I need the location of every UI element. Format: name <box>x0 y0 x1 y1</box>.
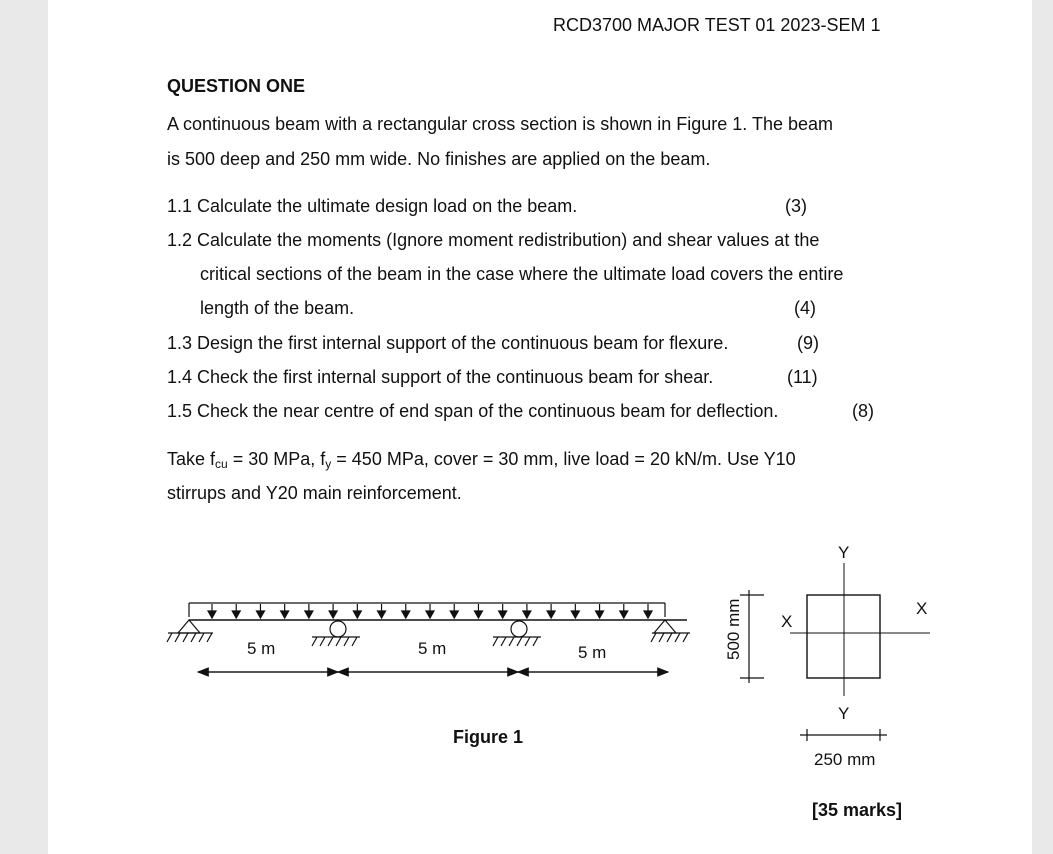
item-1-4-text: 1.4 Check the first internal support of the continuous beam for shear. <box>167 367 714 387</box>
load-arrow-head <box>523 611 531 618</box>
pin-support-right <box>651 620 690 642</box>
axis-x-left: X <box>781 612 793 631</box>
load-arrow-head <box>474 611 482 618</box>
load-arrow-head <box>450 611 458 618</box>
item-1-2-text: 1.2 Calculate the moments (Ignore moment redistribution) and shear values at the <box>167 230 820 250</box>
load-arrow-head <box>571 611 579 618</box>
item-1-4-marks: (11) <box>787 367 818 387</box>
axis-x-right: X <box>916 599 928 618</box>
axis-y-top: Y <box>838 543 850 562</box>
depth-dimension <box>740 590 764 683</box>
pin-support-left <box>167 620 213 642</box>
load-arrow-head <box>547 611 555 618</box>
load-arrow-head <box>620 611 628 618</box>
width-dimension <box>800 729 887 741</box>
item-1-5-marks: (8) <box>852 401 874 421</box>
width-label: 250 mm <box>814 750 876 769</box>
load-arrow-head <box>281 611 289 618</box>
question-heading: QUESTION ONE <box>167 76 306 96</box>
load-arrow-head <box>256 611 264 618</box>
item-1-3-text: 1.3 Design the first internal support of the continuous beam for flexure. <box>167 333 729 353</box>
load-arrow-head <box>644 611 652 618</box>
load-arrow-head <box>305 611 313 618</box>
axis-y-bottom: Y <box>838 704 850 723</box>
load-arrow-head <box>402 611 410 618</box>
item-1-2-marks: (4) <box>794 298 816 318</box>
material-properties-line: Take $f_{cu} = 30$ MPa, $f_y = 450$ MPa, cover = 30 mm, live load = 20 kN/m. Use Y10 <box>167 449 796 471</box>
total-marks: [35 marks] <box>812 800 903 820</box>
load-arrow-head <box>499 611 507 618</box>
load-arrow-head <box>378 611 386 618</box>
header-title: RCD3700 MAJOR TEST 01 2023-SEM 1 <box>553 15 881 35</box>
item-1-1-marks: (3) <box>785 196 807 216</box>
load-arrow-head <box>208 611 216 618</box>
item-1-3-marks: (9) <box>797 333 819 353</box>
document-page <box>48 0 1032 854</box>
figure-caption: Figure 1 <box>453 727 524 747</box>
depth-label: 500 mm <box>724 598 743 660</box>
figure-1-drawing <box>48 0 1032 854</box>
material-properties-line-2: stirrups and Y20 main reinforcement. <box>167 483 462 503</box>
roller-support-2 <box>493 621 541 646</box>
load-arrow-head <box>426 611 434 618</box>
item-1-2-cont1: critical sections of the beam in the case where the ultimate load covers the entire <box>200 264 844 284</box>
load-arrow-head <box>329 611 337 618</box>
load-arrow-head <box>232 611 240 618</box>
intro-line-1: A continuous beam with a rectangular cross section is shown in Figure 1. The beam <box>167 114 834 134</box>
load-arrow-head <box>353 611 361 618</box>
item-1-5-text: 1.5 Check the near centre of end span of the continuous beam for deflection. <box>167 401 779 421</box>
intro-line-2: is 500 deep and 250 mm wide. No finishes are applied on the beam. <box>167 149 711 169</box>
load-arrows <box>208 604 652 618</box>
item-1-1-text: 1.1 Calculate the ultimate design load on the beam. <box>167 196 578 216</box>
span-3-label: 5 m <box>578 643 607 662</box>
span-2-label: 5 m <box>418 639 447 658</box>
item-1-2-cont2: length of the beam. <box>200 298 355 318</box>
span-1-label: 5 m <box>247 639 276 658</box>
load-arrow-head <box>596 611 604 618</box>
roller-support-1 <box>312 621 360 646</box>
